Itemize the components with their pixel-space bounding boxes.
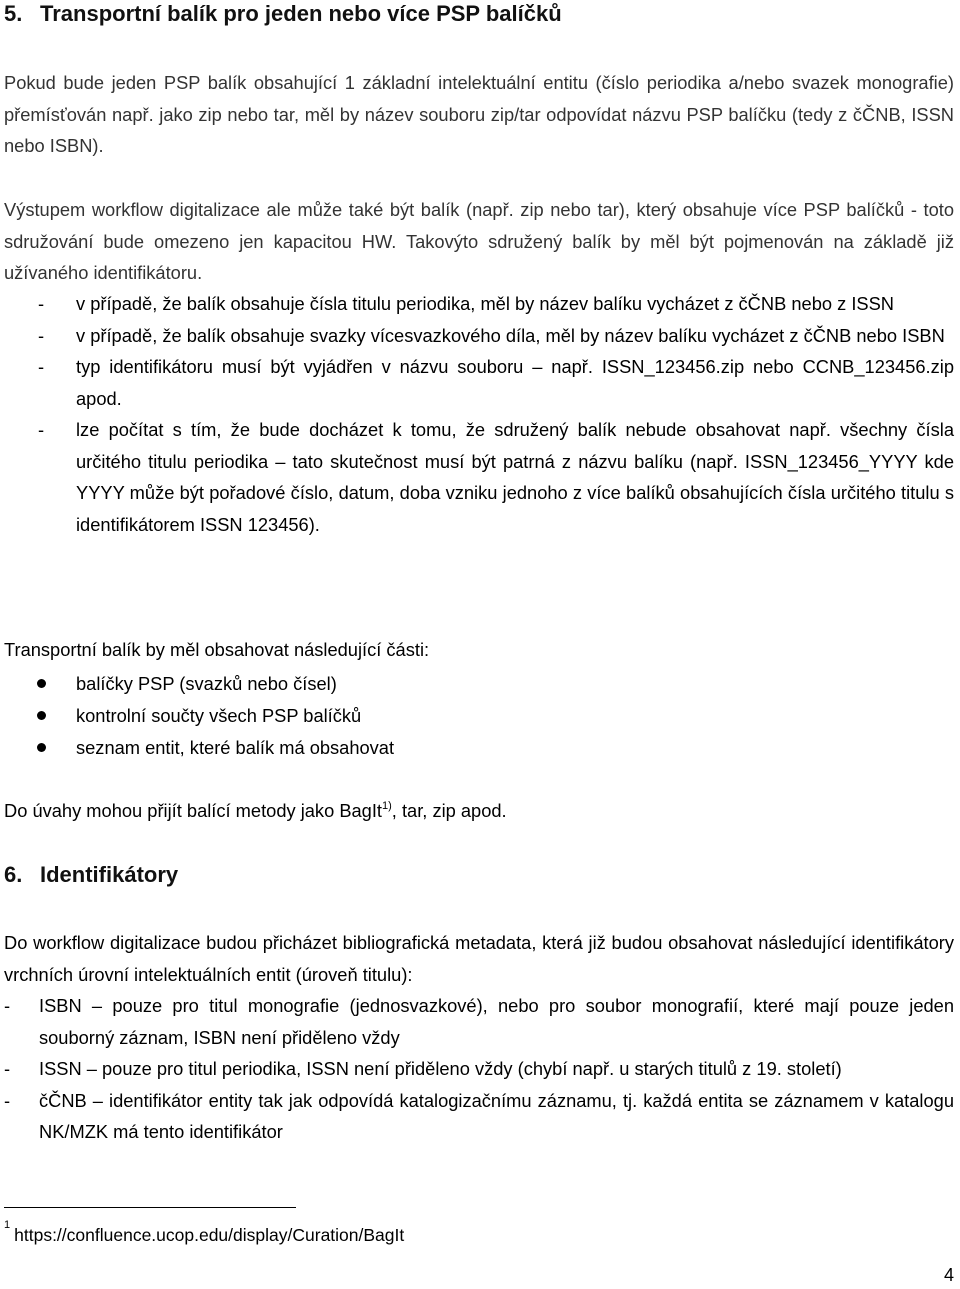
section-number: 6.: [4, 862, 23, 887]
section-title: Transportní balík pro jeden nebo více PSP balíčků: [40, 1, 562, 26]
list-item: - lze počítat s tím, že bude docházet k tomu, že sdružený balík nebude obsahovat např. všechny čísla určitého titulu periodika – tato skutečnost musí být patrná z názvu balíku (např. ISSN_123456_YYYY kde YYYY může být pořadové číslo, datum, doba vzniku jednoho z více balíků obsahujících čísla určitého titulu s identifikátorem ISSN 123456).: [38, 419, 954, 535]
footnote-mark: 1: [4, 1219, 11, 1231]
footnote-reference: 1): [382, 800, 392, 812]
list-item: - ISSN – pouze pro titul periodika, ISSN není přiděleno vždy (chybí např. u starých titulů z 19. století): [4, 1058, 842, 1079]
list-item: seznam entit, které balík má obsahovat: [4, 732, 954, 764]
footnote-link[interactable]: https://confluence.ucop.edu/display/Curation/BagIt: [14, 1225, 405, 1245]
bullet-icon: [37, 711, 46, 720]
list-item: - typ identifikátoru musí být vyjádřen v názvu souboru – např. ISSN_123456.zip nebo CCNB_123456.zip apod.: [38, 356, 954, 409]
identifier-list: [4, 990, 954, 1148]
page-number: 4: [943, 1265, 954, 1285]
parts-intro: Transportní balík by měl obsahovat následující části:: [4, 639, 430, 660]
section-number: 5.: [4, 1, 23, 26]
footnote: [4, 1219, 405, 1246]
list-item: - čČNB – identifikátor entity tak jak odpovídá katalogizačnímu záznamu, tj. každá entita se záznamem v katalogu NK/MZK má tento identifikátor: [4, 1089, 954, 1142]
paragraph: Do workflow digitalizace budou přicházet bibliografická metadata, která již budou obsahovat následující identifikátory vrchních úrovní intelektuálních entit (úroveň titulu):: [4, 932, 954, 985]
list-item: - v případě, že balík obsahuje svazky vícesvazkového díla, měl by název balíku vycházet z čČNB nebo ISBN: [38, 324, 945, 346]
dash-list: [4, 288, 954, 540]
section-title: Identifikátory: [40, 862, 179, 887]
list-item: kontrolní součty všech PSP balíčků: [4, 700, 954, 732]
list-item: balíčky PSP (svazků nebo čísel): [4, 668, 954, 700]
footnote-separator: [4, 1207, 296, 1208]
list-item: - v případě, že balík obsahuje čísla titulu periodika, měl by název balíku vycházet z čČNB nebo z ISSN: [38, 293, 894, 314]
bullet-icon: [37, 743, 46, 752]
section-6-heading: [4, 862, 178, 888]
methods-paragraph: Do úvahy mohou přijít balící metody jako BagIt$^{1)}$, tar, zip apod.: [4, 800, 507, 821]
bullet-list: [4, 668, 954, 764]
bullet-icon: [37, 679, 46, 688]
list-item: - ISBN – pouze pro titul monografie (jednosvazkové), nebo pro soubor monografií, které mají pouze jeden souborný záznam, ISBN není přiděleno vždy: [4, 995, 954, 1048]
section-5-heading: [4, 1, 562, 27]
paragraph: Pokud bude jeden PSP balík obsahující 1 základní intelektuální entitu (číslo periodika a/nebo svazek monografie) přemísťován např. jako zip nebo tar, měl by název souboru zip/tar odpovídat názvu PSP balíčku (tedy z čČNB, ISSN nebo ISBN).: [4, 72, 954, 156]
paragraph: Výstupem workflow digitalizace ale může také být balík (např. zip nebo tar), který obsahuje více PSP balíčků - toto sdružování bude omezeno jen kapacitou HW. Takovýto sdružený balík by měl být pojmenován na základě již užívaného identifikátoru.: [4, 199, 954, 283]
